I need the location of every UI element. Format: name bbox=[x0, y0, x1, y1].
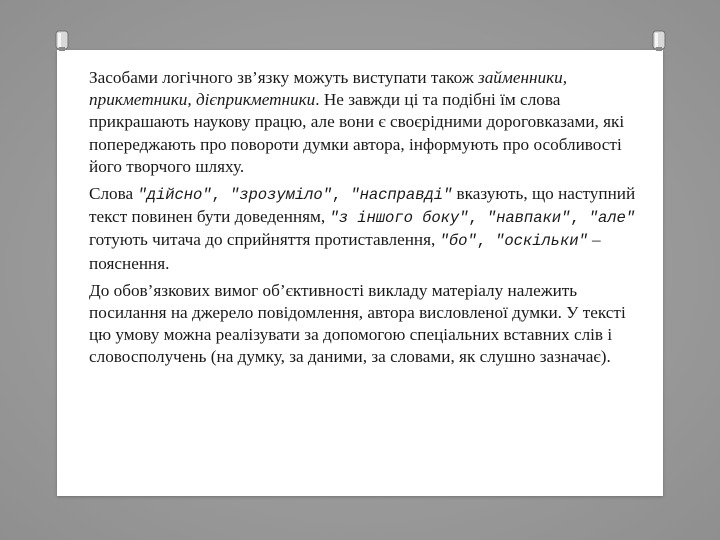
text-segment: вказують, що наступний текст повинен бути доведенням, bbox=[89, 184, 636, 227]
paragraph-objectivity bbox=[89, 280, 649, 369]
text-segment: До обов’язкових вимог об’єктивності викладу матеріалу належить посилання на джерело повідомлення, автора висловленої думки. У тексті цю умову можна реалізувати за допомогою спеціальних вставних слів і словосполучень (на думку, за даними, за словами, як слушно зазначає). bbox=[89, 280, 626, 367]
text-segment: Засобами логічного зв’язку можуть виступати також bbox=[89, 68, 478, 87]
italic-terms: займенники, прикметники, дієприкметники bbox=[89, 68, 568, 110]
quoted-word: "насправді" bbox=[350, 186, 453, 205]
pushpin-icon bbox=[50, 29, 74, 53]
paragraph-signal-words bbox=[89, 183, 649, 275]
text-segment: . Не завжди ці та подібні їм слова прикрашають наукову працю, але вони є своєрідними дороговказами, які попереджають про повороти думки автора, інформують про особливості його творчого шляху. bbox=[89, 90, 625, 176]
quoted-word: "бо" bbox=[439, 232, 477, 251]
quoted-word: "дійсно" bbox=[137, 186, 212, 205]
quoted-word: "зрозуміло" bbox=[230, 186, 332, 205]
separator: , bbox=[331, 186, 351, 205]
note-text bbox=[89, 67, 649, 374]
quoted-word: "але" bbox=[588, 209, 636, 228]
quoted-word: "з іншого боку" bbox=[329, 209, 469, 228]
text-segment: готують читача до сприйняття протиставлення, bbox=[89, 230, 440, 250]
quoted-word: "навпаки" bbox=[486, 209, 571, 228]
separator: , bbox=[211, 186, 231, 205]
pushpin-icon bbox=[647, 29, 671, 53]
separator: , bbox=[476, 232, 496, 251]
text-segment: – пояснення. bbox=[89, 230, 601, 273]
separator: , bbox=[570, 209, 589, 228]
paragraph-logical-connection bbox=[89, 67, 649, 178]
quoted-word: "оскільки" bbox=[495, 232, 588, 251]
separator: , bbox=[468, 209, 487, 228]
text-segment: Слова bbox=[89, 184, 138, 204]
